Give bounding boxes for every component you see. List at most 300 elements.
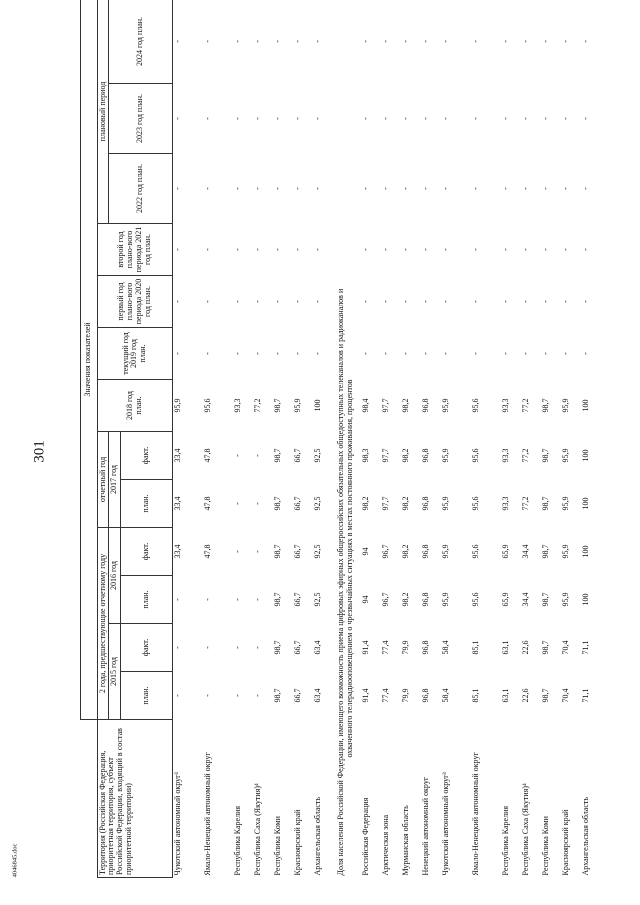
row-value-cell: - bbox=[253, 187, 263, 190]
row-value-cell: - bbox=[521, 40, 531, 43]
row-value-cell: 96,8 bbox=[421, 592, 431, 607]
page-number: 301 bbox=[31, 440, 48, 463]
row-value-cell: - bbox=[561, 187, 571, 190]
row-value-cell: 77,2 bbox=[521, 448, 531, 463]
row-value-cell: - bbox=[441, 248, 451, 251]
row-value-cell: - bbox=[581, 300, 591, 303]
row-value-cell: 92,5 bbox=[313, 448, 323, 463]
row-value-cell: - bbox=[233, 598, 243, 601]
row-value-cell: - bbox=[381, 187, 391, 190]
row-value-cell: 94 bbox=[361, 595, 371, 604]
row-value-cell: - bbox=[401, 187, 411, 190]
row-territory-name: Ямало-Ненецкий автономный округ bbox=[471, 752, 481, 876]
header-2016-fact: факт. bbox=[121, 528, 173, 576]
row-value-cell: 98,4 bbox=[361, 398, 371, 413]
row-value-cell: - bbox=[273, 187, 283, 190]
row-value-cell: - bbox=[501, 187, 511, 190]
row-value-cell: - bbox=[203, 646, 213, 649]
row-value-cell: 95,9 bbox=[441, 592, 451, 607]
row-value-cell: - bbox=[203, 598, 213, 601]
row-value-cell: 100 bbox=[581, 497, 591, 510]
row-value-cell: 34,4 bbox=[521, 592, 531, 607]
row-value-cell: 93,3 bbox=[233, 398, 243, 413]
row-value-cell: 95,9 bbox=[441, 544, 451, 559]
section-title-line-2: охваченного телерадиооповещением о чрезвычайных ситуациях в местах постоянного проживания, процентов bbox=[345, 379, 355, 758]
row-value-cell: - bbox=[521, 248, 531, 251]
header-2015: 2015 год bbox=[109, 624, 121, 720]
row-value-cell: - bbox=[361, 248, 371, 251]
row-value-cell: 98,7 bbox=[273, 398, 283, 413]
row-value-cell: 70,4 bbox=[561, 688, 571, 703]
row-value-cell: - bbox=[501, 352, 511, 355]
row-value-cell: - bbox=[203, 694, 213, 697]
row-value-cell: 100 bbox=[581, 593, 591, 606]
row-value-cell: 95,9 bbox=[293, 398, 303, 413]
row-value-cell: 96,8 bbox=[421, 448, 431, 463]
row-value-cell: - bbox=[361, 300, 371, 303]
table-row bbox=[441, 0, 471, 878]
row-value-cell: 98,2 bbox=[361, 496, 371, 511]
row-value-cell: 97,7 bbox=[381, 398, 391, 413]
row-value-cell: - bbox=[253, 40, 263, 43]
row-value-cell: - bbox=[541, 40, 551, 43]
row-value-cell: 66,7 bbox=[293, 448, 303, 463]
row-value-cell: 98,2 bbox=[401, 398, 411, 413]
row-value-cell: - bbox=[471, 187, 481, 190]
row-value-cell: - bbox=[253, 454, 263, 457]
row-value-cell: - bbox=[471, 40, 481, 43]
section-title-line-1: Доля населения Российской Федерации, имеющего возможность приема цифровых эфирных общероссийских обязательных общедоступных телеканалов и радиоканалов и bbox=[336, 288, 346, 876]
row-value-cell: 96,7 bbox=[381, 544, 391, 559]
row-value-cell: - bbox=[273, 248, 283, 251]
row-territory-name: Республика Саха (Якутия)⁴ bbox=[521, 783, 531, 876]
row-value-cell: - bbox=[501, 248, 511, 251]
table-body-top bbox=[173, 0, 334, 878]
header-2016-plan: план. bbox=[121, 576, 173, 624]
table-row bbox=[313, 0, 333, 878]
row-value-cell: - bbox=[541, 187, 551, 190]
row-value-cell: 92,5 bbox=[313, 496, 323, 511]
row-value-cell: 91,4 bbox=[361, 640, 371, 655]
row-value-cell: - bbox=[253, 502, 263, 505]
table-header bbox=[81, 0, 173, 878]
row-value-cell: 71,1 bbox=[581, 688, 591, 703]
row-value-cell: - bbox=[253, 300, 263, 303]
row-value-cell: - bbox=[541, 117, 551, 120]
row-value-cell: - bbox=[233, 454, 243, 457]
row-value-cell: 95,9 bbox=[561, 398, 571, 413]
row-value-cell: 100 bbox=[581, 449, 591, 462]
row-value-cell: - bbox=[401, 300, 411, 303]
row-value-cell: 98,2 bbox=[401, 496, 411, 511]
row-value-cell: - bbox=[313, 117, 323, 120]
row-value-cell: 66,7 bbox=[293, 592, 303, 607]
row-value-cell: 98,7 bbox=[273, 688, 283, 703]
row-value-cell: 95,6 bbox=[471, 398, 481, 413]
header-first-plan-year: первый год плано-вого периода 2020 год план. bbox=[97, 276, 173, 328]
row-value-cell: 98,2 bbox=[401, 448, 411, 463]
row-value-cell: - bbox=[541, 300, 551, 303]
row-value-cell: 96,7 bbox=[381, 592, 391, 607]
row-territory-name: Мурманская область bbox=[401, 805, 411, 876]
row-value-cell: - bbox=[233, 40, 243, 43]
row-value-cell: - bbox=[253, 117, 263, 120]
row-value-cell: 95,9 bbox=[561, 544, 571, 559]
table-row bbox=[501, 0, 521, 878]
row-value-cell: 95,9 bbox=[561, 592, 571, 607]
row-value-cell: - bbox=[253, 598, 263, 601]
row-value-cell: - bbox=[441, 187, 451, 190]
row-value-cell: 92,5 bbox=[313, 544, 323, 559]
row-value-cell: 91,4 bbox=[361, 688, 371, 703]
row-value-cell: 96,8 bbox=[421, 496, 431, 511]
row-value-cell: 98,2 bbox=[401, 544, 411, 559]
row-value-cell: - bbox=[313, 40, 323, 43]
row-value-cell: 47,8 bbox=[203, 496, 213, 511]
table-row bbox=[253, 0, 273, 878]
row-value-cell: 96,8 bbox=[421, 640, 431, 655]
row-value-cell: 66,7 bbox=[293, 688, 303, 703]
header-current-year: текущий год 2019 год план. bbox=[97, 328, 173, 380]
row-value-cell: - bbox=[541, 248, 551, 251]
row-value-cell: - bbox=[293, 352, 303, 355]
row-value-cell: 70,4 bbox=[561, 640, 571, 655]
row-value-cell: - bbox=[313, 352, 323, 355]
row-value-cell: - bbox=[361, 40, 371, 43]
row-value-cell: 95,9 bbox=[441, 398, 451, 413]
row-value-cell: - bbox=[581, 187, 591, 190]
row-value-cell: - bbox=[561, 248, 571, 251]
row-value-cell: 58,4 bbox=[441, 688, 451, 703]
row-territory-name: Арктическая зона bbox=[381, 814, 391, 876]
row-value-cell: 100 bbox=[313, 399, 323, 412]
row-value-cell: - bbox=[233, 352, 243, 355]
row-value-cell: - bbox=[501, 117, 511, 120]
header-2023: 2023 год план. bbox=[109, 84, 173, 154]
row-value-cell: - bbox=[361, 352, 371, 355]
row-value-cell: 98,7 bbox=[541, 640, 551, 655]
row-value-cell: - bbox=[381, 352, 391, 355]
indicator-table bbox=[80, 0, 601, 878]
table-section bbox=[333, 0, 361, 878]
row-value-cell: - bbox=[401, 40, 411, 43]
row-value-cell: 66,7 bbox=[293, 640, 303, 655]
row-value-cell: - bbox=[441, 40, 451, 43]
row-value-cell: - bbox=[441, 117, 451, 120]
row-value-cell: - bbox=[203, 40, 213, 43]
header-blank bbox=[81, 720, 98, 878]
header-2015-fact: факт. bbox=[121, 624, 173, 672]
row-value-cell: 98,7 bbox=[273, 592, 283, 607]
row-value-cell: - bbox=[293, 117, 303, 120]
row-value-cell: - bbox=[293, 40, 303, 43]
row-value-cell: 96,8 bbox=[421, 688, 431, 703]
row-value-cell: - bbox=[401, 352, 411, 355]
row-value-cell: - bbox=[421, 187, 431, 190]
table-row bbox=[173, 0, 204, 878]
row-value-cell: 92,5 bbox=[313, 592, 323, 607]
row-territory-name: Красноярский край bbox=[561, 809, 571, 876]
table-row bbox=[293, 0, 313, 878]
document-code: 4046845.doc bbox=[11, 843, 19, 878]
row-value-cell: - bbox=[173, 117, 183, 120]
row-value-cell: 79,9 bbox=[401, 640, 411, 655]
row-value-cell: - bbox=[173, 300, 183, 303]
row-value-cell: - bbox=[253, 646, 263, 649]
row-value-cell: 100 bbox=[581, 545, 591, 558]
row-value-cell: 58,4 bbox=[441, 640, 451, 655]
row-value-cell: - bbox=[561, 300, 571, 303]
row-value-cell: 95,6 bbox=[471, 496, 481, 511]
table-row bbox=[541, 0, 561, 878]
row-value-cell: 96,8 bbox=[421, 398, 431, 413]
table-row bbox=[203, 0, 233, 878]
row-value-cell: - bbox=[381, 248, 391, 251]
header-second-plan-year: второй год плано-вого периода 2021 год план. bbox=[97, 224, 173, 276]
row-value-cell: - bbox=[471, 300, 481, 303]
table-row bbox=[471, 0, 501, 878]
table-row bbox=[273, 0, 293, 878]
header-2022: 2022 год план. bbox=[109, 154, 173, 224]
row-value-cell: - bbox=[273, 40, 283, 43]
row-territory-name: Республика Карелия bbox=[501, 805, 511, 876]
row-value-cell: - bbox=[313, 187, 323, 190]
row-value-cell: 98,7 bbox=[541, 448, 551, 463]
row-value-cell: 66,7 bbox=[293, 544, 303, 559]
row-value-cell: - bbox=[421, 40, 431, 43]
table-row bbox=[381, 0, 401, 878]
row-value-cell: 95,9 bbox=[561, 448, 571, 463]
row-value-cell: - bbox=[173, 248, 183, 251]
row-value-cell: 85,1 bbox=[471, 640, 481, 655]
row-value-cell: 77,2 bbox=[253, 398, 263, 413]
row-value-cell: 77,4 bbox=[381, 640, 391, 655]
row-value-cell: - bbox=[581, 40, 591, 43]
header-2016: 2016 год bbox=[109, 528, 121, 624]
row-value-cell: - bbox=[233, 117, 243, 120]
row-value-cell: 98,7 bbox=[273, 544, 283, 559]
row-territory-name: Республика Саха (Якутия)⁴ bbox=[253, 783, 263, 876]
row-value-cell: - bbox=[471, 248, 481, 251]
row-value-cell: - bbox=[253, 248, 263, 251]
row-value-cell: - bbox=[471, 352, 481, 355]
header-planned-period: плановый период bbox=[97, 0, 109, 224]
row-value-cell: 47,8 bbox=[203, 544, 213, 559]
row-value-cell: - bbox=[233, 248, 243, 251]
header-2017-fact: факт. bbox=[121, 432, 173, 480]
row-value-cell: 93,3 bbox=[501, 398, 511, 413]
row-value-cell: 96,8 bbox=[421, 544, 431, 559]
row-value-cell: 93,3 bbox=[501, 496, 511, 511]
row-value-cell: 65,9 bbox=[501, 544, 511, 559]
row-territory-name: Ненецкий автономный округ bbox=[421, 776, 431, 876]
row-value-cell: 98,7 bbox=[541, 544, 551, 559]
row-value-cell: - bbox=[381, 117, 391, 120]
row-value-cell: - bbox=[273, 352, 283, 355]
row-value-cell: - bbox=[173, 187, 183, 190]
row-value-cell: - bbox=[293, 248, 303, 251]
row-value-cell: - bbox=[233, 550, 243, 553]
row-value-cell: 98,3 bbox=[361, 448, 371, 463]
row-value-cell: - bbox=[233, 502, 243, 505]
row-value-cell: - bbox=[203, 117, 213, 120]
row-territory-name: Архангельская область bbox=[313, 796, 323, 876]
row-value-cell: 100 bbox=[581, 399, 591, 412]
row-value-cell: - bbox=[361, 117, 371, 120]
row-value-cell: 95,6 bbox=[471, 448, 481, 463]
row-value-cell: - bbox=[521, 117, 531, 120]
table-row bbox=[361, 0, 381, 878]
row-value-cell: 94 bbox=[361, 547, 371, 556]
row-value-cell: 34,4 bbox=[521, 544, 531, 559]
row-value-cell: 77,2 bbox=[521, 398, 531, 413]
row-value-cell: - bbox=[233, 187, 243, 190]
row-value-cell: 33,4 bbox=[173, 448, 183, 463]
row-value-cell: 77,2 bbox=[521, 496, 531, 511]
row-value-cell: - bbox=[421, 117, 431, 120]
row-value-cell: - bbox=[273, 117, 283, 120]
row-value-cell: - bbox=[381, 40, 391, 43]
row-value-cell: - bbox=[441, 300, 451, 303]
row-value-cell: - bbox=[381, 300, 391, 303]
row-value-cell: - bbox=[521, 187, 531, 190]
row-value-cell: - bbox=[581, 117, 591, 120]
row-value-cell: 77,4 bbox=[381, 688, 391, 703]
row-value-cell: 97,7 bbox=[381, 496, 391, 511]
row-value-cell: 98,7 bbox=[541, 688, 551, 703]
row-value-cell: 63,1 bbox=[501, 640, 511, 655]
header-report-year: отчетный год bbox=[97, 432, 109, 528]
row-value-cell: - bbox=[501, 300, 511, 303]
row-value-cell: - bbox=[581, 248, 591, 251]
row-value-cell: 98,7 bbox=[541, 592, 551, 607]
row-value-cell: - bbox=[401, 117, 411, 120]
table-row bbox=[233, 0, 253, 878]
row-value-cell: - bbox=[541, 352, 551, 355]
row-value-cell: 95,6 bbox=[203, 398, 213, 413]
table-row bbox=[401, 0, 421, 878]
row-value-cell: - bbox=[173, 352, 183, 355]
row-value-cell: - bbox=[293, 187, 303, 190]
row-value-cell: 93,3 bbox=[501, 448, 511, 463]
row-value-cell: - bbox=[501, 40, 511, 43]
row-value-cell: - bbox=[203, 352, 213, 355]
row-value-cell: - bbox=[233, 300, 243, 303]
row-value-cell: 85,1 bbox=[471, 688, 481, 703]
row-territory-name: Ямало-Ненецкий автономный округ bbox=[203, 752, 213, 876]
row-value-cell: - bbox=[581, 352, 591, 355]
row-value-cell: 71,1 bbox=[581, 640, 591, 655]
row-value-cell: 22,6 bbox=[521, 640, 531, 655]
row-territory-name: Чукотский автономный округ³ bbox=[173, 772, 183, 876]
row-value-cell: - bbox=[421, 300, 431, 303]
row-value-cell: 66,7 bbox=[293, 496, 303, 511]
row-value-cell: - bbox=[173, 646, 183, 649]
row-value-cell: - bbox=[203, 300, 213, 303]
table-row bbox=[561, 0, 581, 878]
row-value-cell: 95,9 bbox=[441, 448, 451, 463]
row-value-cell: - bbox=[233, 694, 243, 697]
row-territory-name: Республика Коми bbox=[273, 816, 283, 876]
row-value-cell: - bbox=[361, 187, 371, 190]
row-value-cell: 95,6 bbox=[471, 544, 481, 559]
row-value-cell: 95,9 bbox=[173, 398, 183, 413]
row-value-cell: - bbox=[203, 187, 213, 190]
table-row bbox=[521, 0, 541, 878]
header-2015-plan: план. bbox=[121, 672, 173, 720]
row-value-cell: - bbox=[471, 117, 481, 120]
row-value-cell: - bbox=[173, 598, 183, 601]
row-value-cell: 98,7 bbox=[541, 398, 551, 413]
row-value-cell: 63,4 bbox=[313, 640, 323, 655]
row-value-cell: 98,7 bbox=[273, 448, 283, 463]
row-value-cell: - bbox=[521, 352, 531, 355]
row-value-cell: 98,7 bbox=[273, 640, 283, 655]
row-value-cell: - bbox=[203, 248, 213, 251]
row-value-cell: 63,1 bbox=[501, 688, 511, 703]
row-value-cell: - bbox=[421, 248, 431, 251]
row-value-cell: - bbox=[313, 248, 323, 251]
row-value-cell: 63,4 bbox=[313, 688, 323, 703]
row-territory-name: Чукотский автономный округ³ bbox=[441, 772, 451, 876]
row-value-cell: 65,9 bbox=[501, 592, 511, 607]
header-2024: 2024 год план. bbox=[109, 0, 173, 84]
row-value-cell: - bbox=[401, 248, 411, 251]
row-value-cell: - bbox=[293, 300, 303, 303]
header-territory: Территория (Российская Федерация, приоритетная территория, субъект Российской Федерации, входящий в состав приоритетной территории) bbox=[97, 720, 173, 878]
row-value-cell: 98,2 bbox=[401, 592, 411, 607]
row-value-cell: - bbox=[253, 694, 263, 697]
header-indicator-values: Значения показателей bbox=[81, 0, 98, 720]
row-value-cell: 47,8 bbox=[203, 448, 213, 463]
row-value-cell: - bbox=[561, 40, 571, 43]
row-territory-name: Республика Карелия bbox=[233, 805, 243, 876]
row-value-cell: 22,6 bbox=[521, 688, 531, 703]
row-value-cell: 95,9 bbox=[561, 496, 571, 511]
row-territory-name: Республика Коми bbox=[541, 816, 551, 876]
row-value-cell: - bbox=[253, 352, 263, 355]
header-2018: 2018 год план. bbox=[97, 380, 173, 432]
header-2017-plan: план. bbox=[121, 480, 173, 528]
row-value-cell: - bbox=[233, 646, 243, 649]
row-value-cell: - bbox=[273, 300, 283, 303]
row-value-cell: - bbox=[253, 550, 263, 553]
row-territory-name: Красноярский край bbox=[293, 809, 303, 876]
row-value-cell: 33,4 bbox=[173, 496, 183, 511]
section-title bbox=[333, 0, 361, 878]
row-value-cell: 98,7 bbox=[541, 496, 551, 511]
row-value-cell: - bbox=[561, 117, 571, 120]
row-value-cell: - bbox=[173, 694, 183, 697]
header-two-years-prior: 2 года, предшествующие отчетному году bbox=[97, 528, 109, 720]
row-value-cell: - bbox=[561, 352, 571, 355]
row-value-cell: - bbox=[441, 352, 451, 355]
table-row bbox=[581, 0, 601, 878]
row-value-cell: - bbox=[521, 300, 531, 303]
row-value-cell: - bbox=[421, 352, 431, 355]
row-value-cell: 33,4 bbox=[173, 544, 183, 559]
table-row bbox=[421, 0, 441, 878]
indicator-table-frame bbox=[80, 0, 620, 878]
row-value-cell: - bbox=[313, 300, 323, 303]
row-value-cell: 97,7 bbox=[381, 448, 391, 463]
row-value-cell: 95,6 bbox=[471, 592, 481, 607]
row-value-cell: 95,9 bbox=[441, 496, 451, 511]
table-body-bottom bbox=[361, 0, 601, 878]
row-value-cell: 79,9 bbox=[401, 688, 411, 703]
header-2017: 2017 год bbox=[109, 432, 121, 528]
row-value-cell: - bbox=[173, 40, 183, 43]
